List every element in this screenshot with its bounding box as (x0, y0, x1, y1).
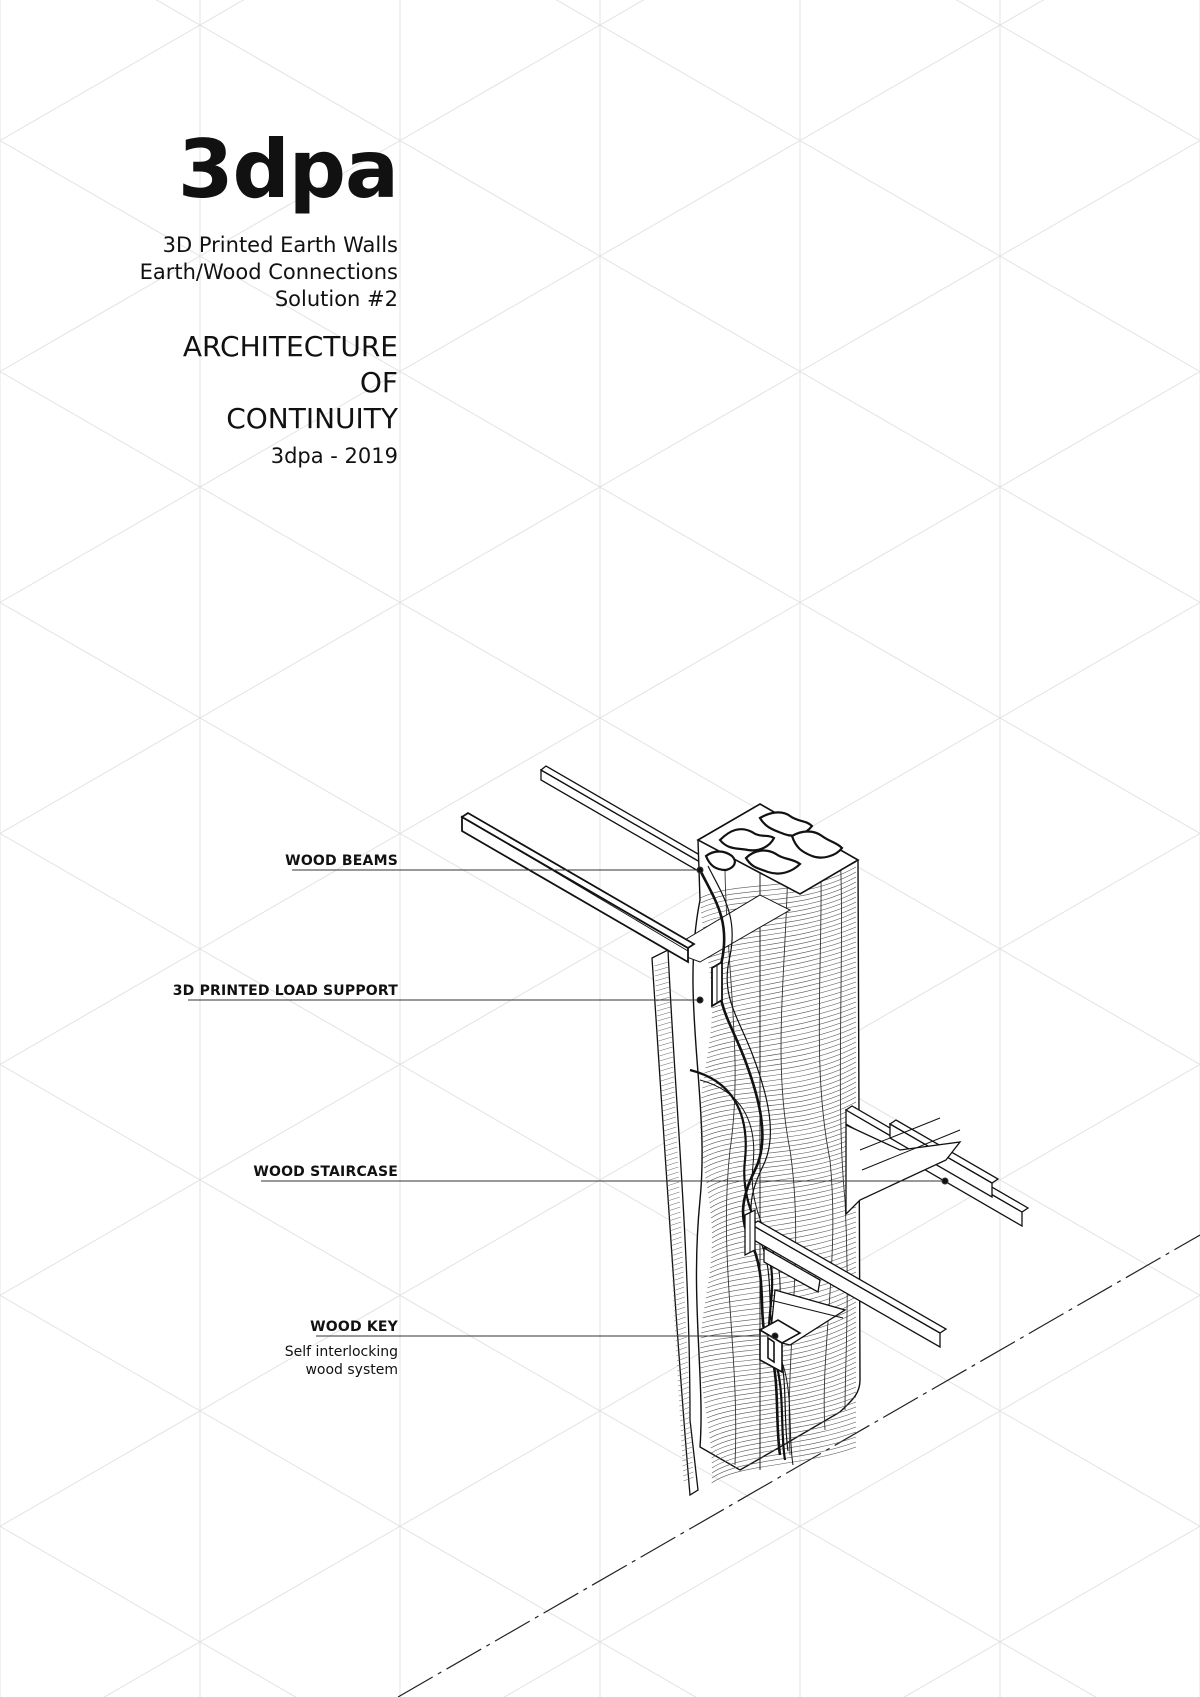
callout-wood-beams (285, 853, 398, 869)
callout-title: WOOD STAIRCASE (253, 1164, 398, 1180)
headline-line: OF (359, 366, 398, 399)
headline (0, 329, 398, 437)
brand-title: 3dpa (177, 123, 398, 216)
wood-beam-back (541, 766, 705, 872)
subtitle-line: 3D Printed Earth Walls (162, 233, 398, 257)
callout-wood-key (285, 1319, 398, 1379)
title-block (0, 123, 398, 469)
credit-line: 3dpa - 2019 (270, 444, 398, 468)
callout-title: 3D PRINTED LOAD SUPPORT (172, 983, 398, 999)
headline-line: ARCHITECTURE (182, 330, 398, 363)
project-subtitle (0, 232, 398, 313)
callout-description-line: wood system (305, 1362, 398, 1378)
callout-title: WOOD KEY (310, 1319, 398, 1335)
subtitle-line: Solution #2 (274, 287, 398, 311)
beam-key-notch (712, 962, 722, 1006)
subtitle-line: Earth/Wood Connections (139, 260, 398, 284)
callout-wood-staircase (253, 1164, 398, 1180)
callout-load-support (173, 983, 398, 999)
callout-title: WOOD BEAMS (285, 853, 398, 869)
headline-line: CONTINUITY (226, 402, 398, 435)
callout-description-line: Self interlocking (284, 1344, 398, 1360)
